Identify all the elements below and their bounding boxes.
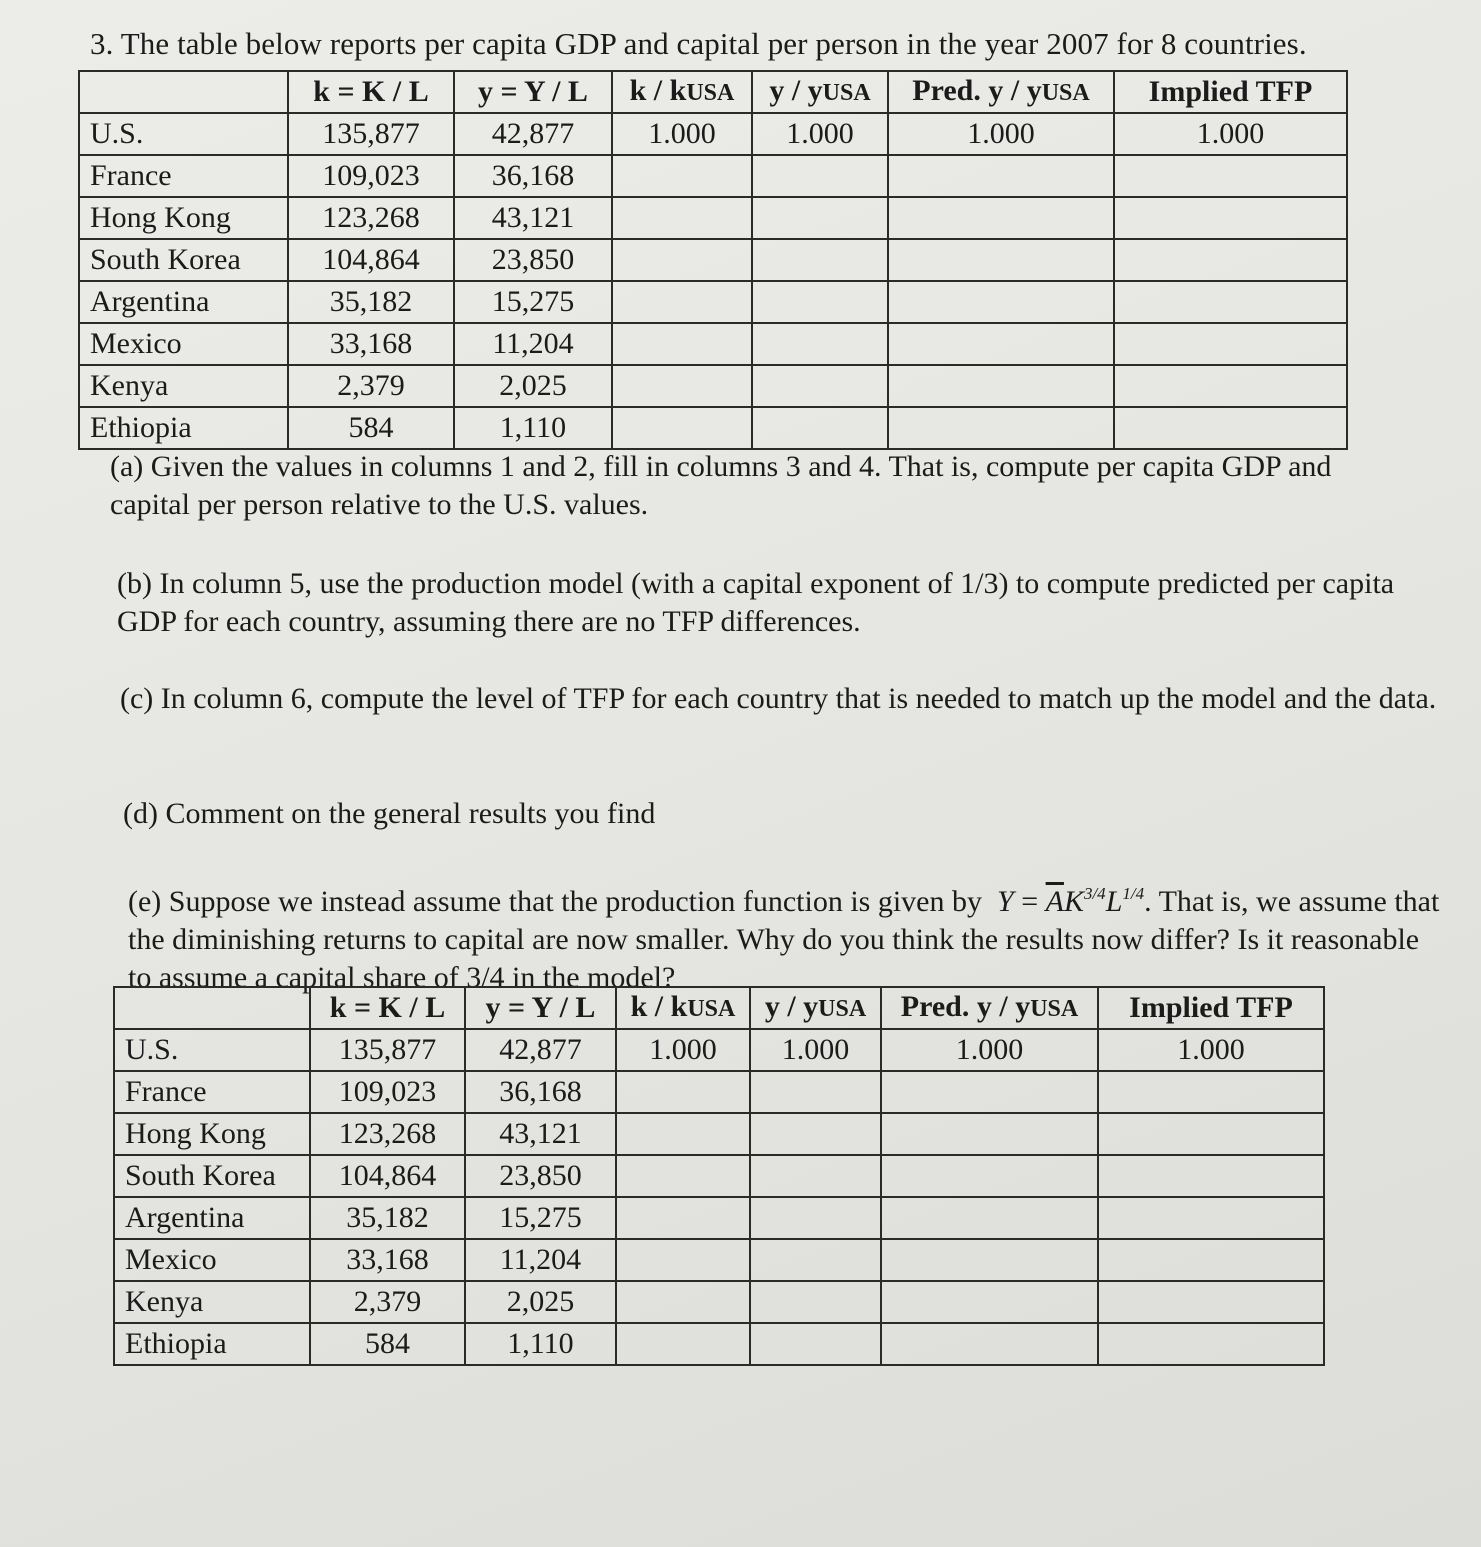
header-implied-tfp: Implied TFP [1098, 987, 1324, 1029]
predicted-y-relative-cell [881, 1155, 1098, 1197]
part-e-lead: (e) Suppose we instead assume that the production function is given by [128, 885, 982, 918]
implied-tfp-cell [1098, 1239, 1324, 1281]
table-row [114, 1029, 1324, 1071]
gdp-per-capita-cell: 36,168 [465, 1071, 616, 1113]
predicted-y-relative-cell [881, 1071, 1098, 1113]
part-b-text: (b) In column 5, use the production model (with a capital exponent of 1/3) to compute predicted per capita GDP for each country, assuming there are no TFP differences. [117, 567, 1395, 638]
y-relative-cell [750, 1113, 881, 1155]
k-relative-cell [616, 1323, 750, 1365]
gdp-per-capita-cell: 23,850 [465, 1155, 616, 1197]
capital-per-person-cell: 135,877 [310, 1029, 465, 1071]
country-cell: Hong Kong [79, 197, 288, 239]
predicted-y-relative-cell [881, 1113, 1098, 1155]
k-relative-cell [612, 239, 752, 281]
y-relative-cell [750, 1281, 881, 1323]
country-cell: South Korea [114, 1155, 310, 1197]
gdp-per-capita-cell: 15,275 [465, 1197, 616, 1239]
table-header-row [79, 71, 1347, 113]
gdp-per-capita-cell: 42,877 [465, 1029, 616, 1071]
header-y: y = Y / L [465, 987, 616, 1029]
production-function-formula: $Y = \overline{A}K^{3/4}L^{1/4}$ [997, 884, 1145, 918]
k-relative-cell [616, 1113, 750, 1155]
country-cell: Kenya [114, 1281, 310, 1323]
capital-per-person-cell: 123,268 [288, 197, 454, 239]
implied-tfp-cell [1098, 1155, 1324, 1197]
y-relative-cell [752, 407, 888, 449]
y-relative-cell [752, 155, 888, 197]
y-relative-cell [752, 239, 888, 281]
question-title: 3. The table below reports per capita GDP and capital per person in the year 2007 for 8 countries. [90, 26, 1307, 61]
country-cell: U.S. [114, 1029, 310, 1071]
table-row [79, 197, 1347, 239]
k-relative-cell [612, 323, 752, 365]
k-relative-cell [616, 1239, 750, 1281]
gdp-per-capita-cell: 1,110 [465, 1323, 616, 1365]
implied-tfp-cell [1114, 155, 1347, 197]
k-relative-cell [612, 407, 752, 449]
capital-per-person-cell: 109,023 [288, 155, 454, 197]
table-row [114, 1323, 1324, 1365]
header-y-relative: y / yUSA [750, 987, 881, 1029]
gdp-per-capita-cell: 36,168 [454, 155, 612, 197]
table-row [79, 323, 1347, 365]
y-relative-cell: 1.000 [752, 113, 888, 155]
country-cell: Mexico [114, 1239, 310, 1281]
predicted-y-relative-cell [888, 323, 1114, 365]
capital-per-person-cell: 35,182 [288, 281, 454, 323]
predicted-y-relative-cell [888, 197, 1114, 239]
k-relative-cell [616, 1071, 750, 1113]
header-blank [79, 71, 288, 113]
implied-tfp-cell [1114, 197, 1347, 239]
table-row [79, 155, 1347, 197]
capital-per-person-cell: 584 [310, 1323, 465, 1365]
gdp-per-capita-cell: 2,025 [454, 365, 612, 407]
y-relative-cell [752, 281, 888, 323]
header-k: k = K / L [310, 987, 465, 1029]
part-e-text [128, 875, 1448, 997]
gdp-per-capita-cell: 43,121 [465, 1113, 616, 1155]
header-implied-tfp: Implied TFP [1114, 71, 1347, 113]
country-cell: Ethiopia [114, 1323, 310, 1365]
implied-tfp-cell: 1.000 [1098, 1029, 1324, 1071]
k-relative-cell [612, 155, 752, 197]
capital-per-person-cell: 123,268 [310, 1113, 465, 1155]
part-a-text: (a) Given the values in columns 1 and 2, fill in columns 3 and 4. That is, compute per capita GDP and capital per person relative to the U.S. values. [110, 450, 1332, 521]
predicted-y-relative-cell [888, 407, 1114, 449]
data-table-1 [78, 70, 1348, 450]
y-relative-cell [750, 1239, 881, 1281]
y-relative-cell [750, 1071, 881, 1113]
predicted-y-relative-cell [888, 281, 1114, 323]
country-cell: South Korea [79, 239, 288, 281]
table-row [79, 239, 1347, 281]
implied-tfp-cell [1098, 1281, 1324, 1323]
predicted-y-relative-cell [888, 155, 1114, 197]
header-k-relative: k / kUSA [616, 987, 750, 1029]
capital-per-person-cell: 104,864 [288, 239, 454, 281]
implied-tfp-cell [1114, 281, 1347, 323]
gdp-per-capita-cell: 11,204 [465, 1239, 616, 1281]
data-table-2 [113, 986, 1325, 1366]
country-cell: Kenya [79, 365, 288, 407]
capital-per-person-cell: 2,379 [288, 365, 454, 407]
table-row [79, 281, 1347, 323]
y-relative-cell [752, 365, 888, 407]
gdp-per-capita-cell: 1,110 [454, 407, 612, 449]
predicted-y-relative-cell [888, 239, 1114, 281]
header-k: k = K / L [288, 71, 454, 113]
table-row [79, 365, 1347, 407]
implied-tfp-cell [1098, 1323, 1324, 1365]
implied-tfp-cell [1114, 365, 1347, 407]
part-c-text: (c) In column 6, compute the level of TFP for each country that is needed to match up the model and the data. [120, 682, 1437, 715]
capital-per-person-cell: 109,023 [310, 1071, 465, 1113]
k-relative-cell [616, 1281, 750, 1323]
predicted-y-relative-cell [881, 1281, 1098, 1323]
y-relative-cell [752, 323, 888, 365]
k-relative-cell: 1.000 [612, 113, 752, 155]
capital-per-person-cell: 33,168 [310, 1239, 465, 1281]
country-cell: Hong Kong [114, 1113, 310, 1155]
table-header-row [114, 987, 1324, 1029]
country-cell: Argentina [114, 1197, 310, 1239]
predicted-y-relative-cell [881, 1323, 1098, 1365]
capital-per-person-cell: 584 [288, 407, 454, 449]
k-relative-cell [612, 197, 752, 239]
k-relative-cell: 1.000 [616, 1029, 750, 1071]
part-d-text: (d) Comment on the general results you find [123, 797, 656, 830]
y-relative-cell [752, 197, 888, 239]
k-relative-cell [616, 1155, 750, 1197]
y-relative-cell [750, 1197, 881, 1239]
capital-per-person-cell: 2,379 [310, 1281, 465, 1323]
part-e-rest: . That is, we assume that the diminishing returns to capital are now smaller. Why do you think the results now differ? Is it reasonable to assume a capital share of 3/4 in the model? [128, 885, 1440, 994]
capital-per-person-cell: 35,182 [310, 1197, 465, 1239]
country-cell: U.S. [79, 113, 288, 155]
gdp-per-capita-cell: 2,025 [465, 1281, 616, 1323]
gdp-per-capita-cell: 15,275 [454, 281, 612, 323]
header-k-relative: k / kUSA [612, 71, 752, 113]
country-cell: France [114, 1071, 310, 1113]
implied-tfp-cell [1098, 1071, 1324, 1113]
country-cell: Ethiopia [79, 407, 288, 449]
table-row [114, 1281, 1324, 1323]
implied-tfp-cell [1098, 1113, 1324, 1155]
table-row [114, 1071, 1324, 1113]
capital-per-person-cell: 104,864 [310, 1155, 465, 1197]
country-cell: Argentina [79, 281, 288, 323]
table-row [79, 113, 1347, 155]
k-relative-cell [612, 365, 752, 407]
implied-tfp-cell [1114, 323, 1347, 365]
predicted-y-relative-cell: 1.000 [881, 1029, 1098, 1071]
header-predicted: Pred. y / yUSA [881, 987, 1098, 1029]
table-row [114, 1155, 1324, 1197]
table-row [114, 1239, 1324, 1281]
header-blank [114, 987, 310, 1029]
y-relative-cell [750, 1323, 881, 1365]
predicted-y-relative-cell: 1.000 [888, 113, 1114, 155]
gdp-per-capita-cell: 23,850 [454, 239, 612, 281]
header-predicted: Pred. y / yUSA [888, 71, 1114, 113]
implied-tfp-cell [1098, 1197, 1324, 1239]
implied-tfp-cell: 1.000 [1114, 113, 1347, 155]
y-relative-cell [750, 1155, 881, 1197]
predicted-y-relative-cell [881, 1239, 1098, 1281]
country-cell: Mexico [79, 323, 288, 365]
implied-tfp-cell [1114, 239, 1347, 281]
capital-per-person-cell: 135,877 [288, 113, 454, 155]
table-row [79, 407, 1347, 449]
capital-per-person-cell: 33,168 [288, 323, 454, 365]
header-y: y = Y / L [454, 71, 612, 113]
predicted-y-relative-cell [881, 1197, 1098, 1239]
gdp-per-capita-cell: 42,877 [454, 113, 612, 155]
country-cell: France [79, 155, 288, 197]
y-relative-cell: 1.000 [750, 1029, 881, 1071]
header-y-relative: y / yUSA [752, 71, 888, 113]
k-relative-cell [616, 1197, 750, 1239]
table-row [114, 1197, 1324, 1239]
predicted-y-relative-cell [888, 365, 1114, 407]
table-row [114, 1113, 1324, 1155]
gdp-per-capita-cell: 43,121 [454, 197, 612, 239]
k-relative-cell [612, 281, 752, 323]
gdp-per-capita-cell: 11,204 [454, 323, 612, 365]
implied-tfp-cell [1114, 407, 1347, 449]
